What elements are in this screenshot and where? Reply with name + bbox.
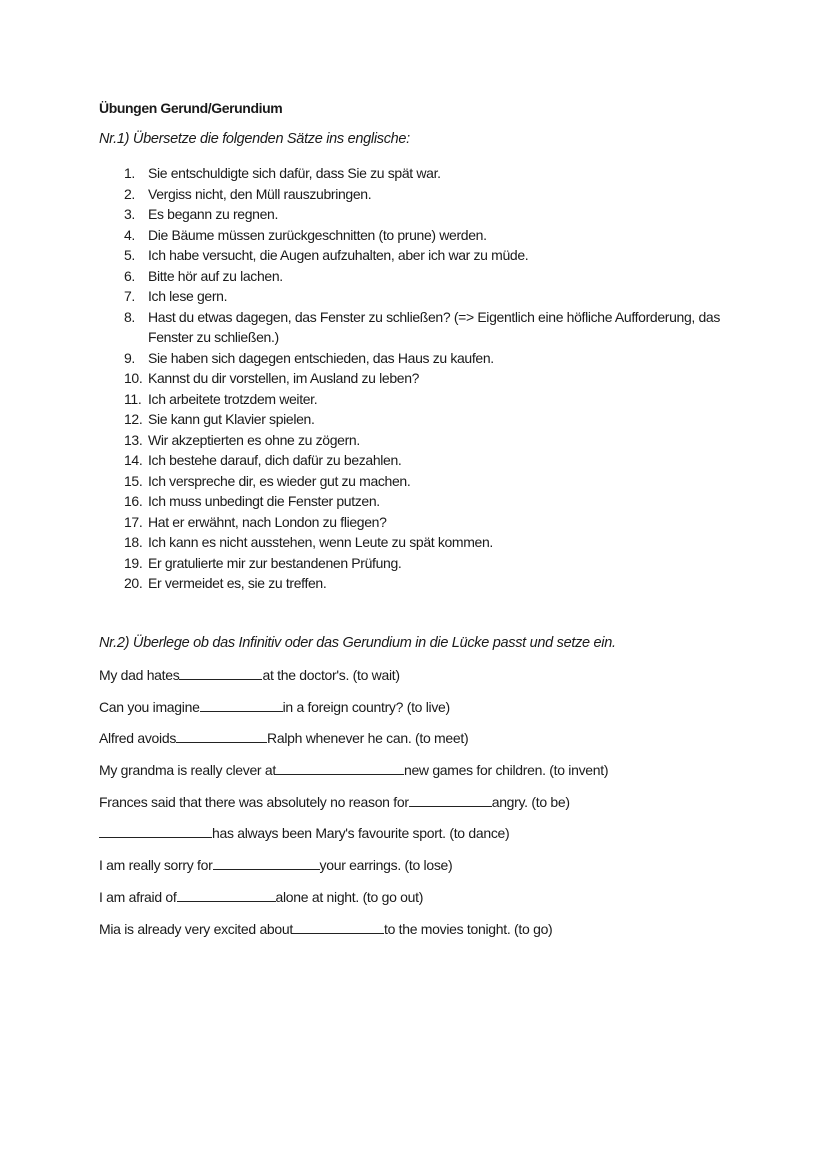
list-item [124, 450, 744, 471]
answer-blank[interactable] [176, 728, 267, 743]
item-text: Ich arbeitete trotzdem weiter. [148, 390, 318, 407]
sentence-start: I am afraid of [99, 888, 177, 905]
gap-fill-exercise [99, 665, 779, 950]
sentence-end: at the doctor's. (to wait) [262, 667, 400, 683]
list-item [124, 553, 744, 574]
answer-blank[interactable] [276, 760, 404, 775]
sentence-end: in a foreign country? (to live) [282, 698, 450, 715]
item-text: Ich kann es nicht ausstehen, wenn Leute zu spät kommen. [148, 534, 493, 550]
list-item [124, 225, 744, 246]
list-item [124, 307, 744, 348]
item-text: Kannst du dir vorstellen, im Ausland zu leben? [148, 370, 420, 386]
task2-heading: Nr.2) Überlege ob das Infinitiv oder das Gerundium in die Lücke passt und setze ein. [99, 635, 616, 651]
item-text: Er gratulierte mir zur bestandenen Prüfung. [148, 554, 402, 571]
answer-blank[interactable] [213, 855, 320, 870]
list-item [124, 491, 744, 512]
item-text: Bitte hör auf zu lachen. [148, 267, 283, 284]
sentence-start: Mia is already very excited about [99, 920, 293, 937]
task1-heading: Nr.1) Übersetze die folgenden Sätze ins englische: [99, 131, 410, 147]
item-number: 11. [124, 390, 142, 407]
list-item [124, 245, 744, 266]
sentence-start: My grandma is really clever at [99, 762, 276, 779]
list-item [124, 184, 744, 205]
gap-sentence [99, 887, 779, 919]
item-number: 13. [124, 431, 143, 448]
item-text: Ich verspreche dir, es wieder gut zu machen. [148, 472, 411, 489]
item-number: 8. [124, 308, 135, 325]
item-text: Hat er erwähnt, nach London zu fliegen? [148, 513, 387, 530]
item-number: 9. [124, 349, 135, 366]
answer-blank[interactable] [200, 697, 283, 712]
sentence-end: angry. (to be) [491, 793, 570, 810]
item-text: Ich muss unbedingt die Fenster putzen. [148, 493, 380, 509]
answer-blank[interactable] [179, 665, 262, 680]
item-text: Hast du etwas dagegen, das Fenster zu schließen? (=> Eigentlich eine höfliche Aufforderung, das Fenster zu schließen.) [148, 308, 720, 345]
gap-sentence [99, 855, 779, 887]
worksheet-title: Übungen Gerund/Gerundium [99, 100, 283, 116]
sentence-start: Alfred avoids [99, 730, 177, 747]
item-text: Die Bäume müssen zurückgeschnitten (to prune) werden. [148, 226, 487, 243]
item-number: 12. [124, 411, 143, 427]
item-number: 6. [124, 267, 135, 284]
gap-sentence [99, 665, 779, 697]
sentence-end: alone at night. (to go out) [275, 888, 424, 905]
answer-blank[interactable] [99, 823, 212, 838]
item-text: Ich bestehe darauf, dich dafür zu bezahlen. [148, 452, 402, 468]
sentence-end: has always been Mary's favourite sport. (to dance) [212, 825, 510, 842]
item-text: Wir akzeptierten es ohne zu zögern. [148, 431, 360, 448]
item-number: 10. [124, 370, 143, 386]
sentence-end: your earrings. (to lose) [319, 857, 453, 874]
gap-sentence [99, 823, 779, 855]
sentence-start: Can you imagine [99, 698, 200, 715]
item-number: 3. [124, 206, 135, 222]
item-text: Sie kann gut Klavier spielen. [148, 411, 315, 427]
gap-sentence [99, 919, 779, 951]
item-number: 18. [124, 534, 143, 550]
item-text: Ich habe versucht, die Augen aufzuhalten, aber ich war zu müde. [148, 247, 529, 263]
item-text: Sie entschuldigte sich dafür, dass Sie zu spät war. [148, 165, 441, 181]
item-number: 14. [124, 452, 143, 468]
gap-sentence [99, 760, 779, 792]
sentence-start: I am really sorry for [99, 857, 213, 874]
list-item [124, 430, 744, 451]
item-number: 20. [124, 575, 143, 591]
item-text: Ich lese gern. [148, 288, 228, 304]
gap-sentence [99, 792, 779, 824]
item-number: 17. [124, 513, 143, 530]
item-number: 2. [124, 185, 135, 202]
item-number: 15. [124, 472, 143, 489]
translation-list [124, 163, 744, 594]
item-number: 5. [124, 247, 135, 263]
sentence-end: to the movies tonight. (to go) [383, 920, 553, 937]
list-item [124, 389, 744, 410]
sentence-start: Frances said that there was absolutely no reason for [99, 793, 409, 810]
list-item [124, 266, 744, 287]
sentence-start: My dad hates [99, 667, 180, 683]
item-text: Sie haben sich dagegen entschieden, das Haus zu kaufen. [148, 349, 494, 366]
list-item [124, 532, 744, 553]
list-item [124, 512, 744, 533]
list-item [124, 204, 744, 225]
list-item [124, 573, 744, 594]
item-text: Es begann zu regnen. [148, 206, 278, 222]
item-number: 19. [124, 554, 143, 571]
item-number: 4. [124, 226, 135, 243]
list-item [124, 471, 744, 492]
item-text: Vergiss nicht, den Müll rauszubringen. [148, 185, 372, 202]
gap-sentence [99, 728, 779, 760]
answer-blank[interactable] [293, 919, 384, 934]
list-item [124, 409, 744, 430]
list-item [124, 368, 744, 389]
gap-sentence [99, 697, 779, 729]
item-number: 16. [124, 493, 143, 509]
item-text: Er vermeidet es, sie zu treffen. [148, 575, 327, 591]
answer-blank[interactable] [409, 792, 492, 807]
sentence-end: new games for children. (to invent) [403, 762, 609, 779]
sentence-end: Ralph whenever he can. (to meet) [267, 730, 469, 747]
list-item [124, 286, 744, 307]
list-item [124, 163, 744, 184]
item-number: 7. [124, 288, 135, 304]
item-number: 1. [124, 165, 135, 181]
answer-blank[interactable] [177, 887, 276, 902]
list-item [124, 348, 744, 369]
